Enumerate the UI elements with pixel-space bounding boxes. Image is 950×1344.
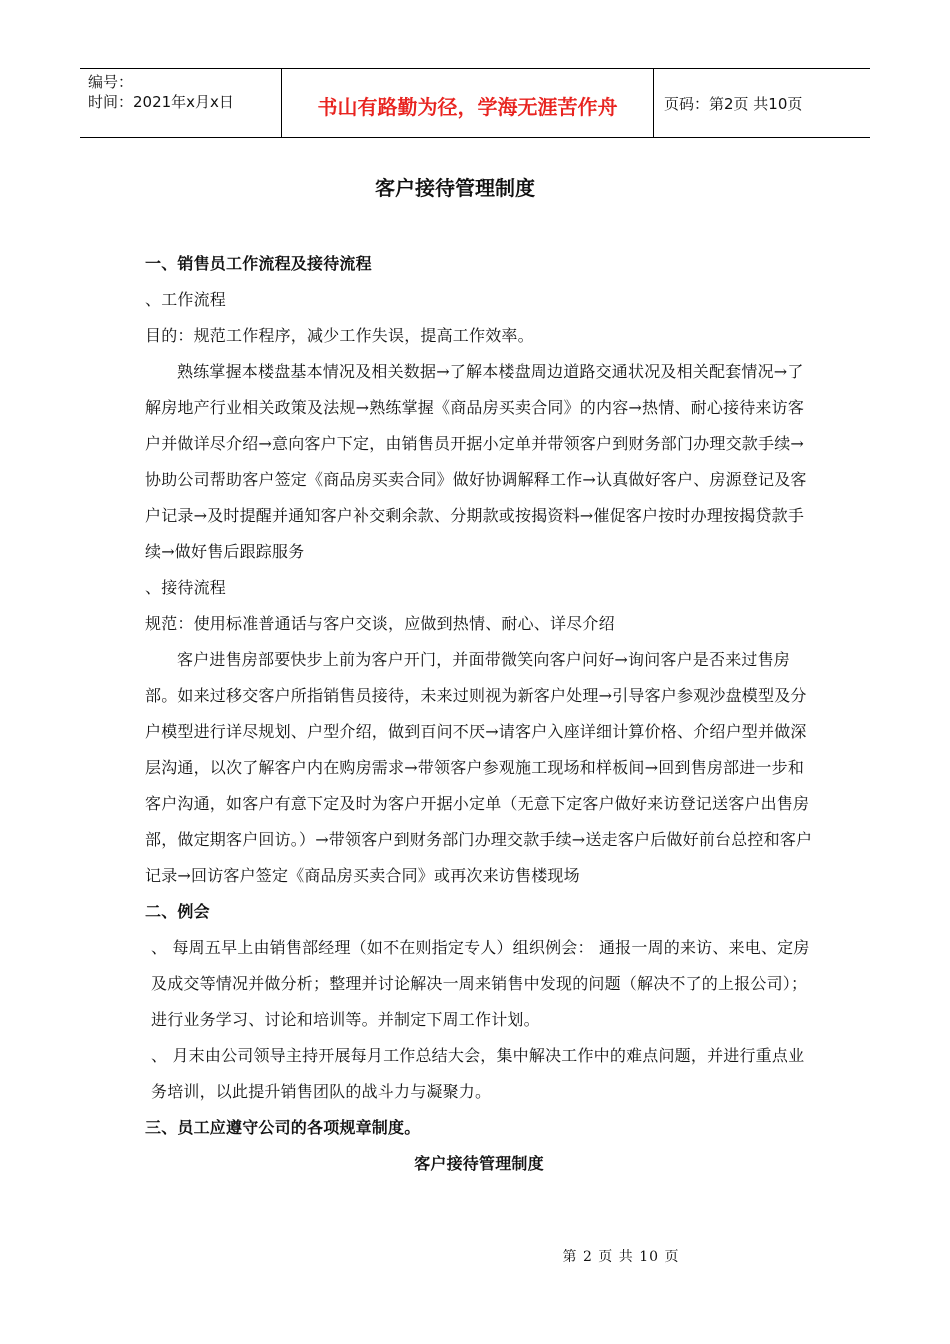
work-flow-purpose: 目的：规范工作程序，减少工作失误，提高工作效率。 (145, 326, 534, 345)
section-2-heading: 二、例会 (145, 902, 210, 921)
section-3-heading: 三、员工应遵守公司的各项规章制度。 (145, 1118, 421, 1137)
page-footer: 第 2 页 共 10 页 (562, 1249, 680, 1265)
reception-body: 客户进售房部要快步上前为客户开门，并面带微笑向客户问好→询问客户是否来过售房部。如来过移交客户所指销售员接待，未来过则视为新客户处理→引导客户参观沙盘模型及分户模型进行详尽规划、户型介绍，做到百问不厌→请客户入座详细计算价格、介绍户型并做深层沟通，以次了解客户内在购房需求→带领客户参观施工现场和样板间→回到售房部进一步和客户沟通，如客户有意下定及时为客户开据小定单（无意下定客户做好来访登记送客户出售房部，做定期客户回访。）→带领客户到财务部门办理交款手续→送走客户后做好前台总控和客户记录→回访客户签定《商品房买卖合同》或再次来访售楼现场 (145, 650, 813, 885)
page-header (80, 68, 870, 138)
document-body (145, 246, 813, 1182)
header-page-info: 页码：第2页 共10页 (664, 94, 803, 113)
reception-norm: 规范：使用标准普通话与客户交谈，应做到热情、耐心、详尽介绍 (145, 614, 615, 633)
time-label: 时间：2021年x月x日 (88, 93, 234, 111)
doc-number-label: 编号： (88, 73, 134, 91)
section-1-heading: 一、销售员工作流程及接待流程 (145, 254, 372, 273)
subsection-work-flow-heading: 、工作流程 (145, 290, 227, 309)
repeat-title: 客户接待管理制度 (414, 1154, 544, 1173)
header-motto: 书山有路勤为径，学海无涯苦作舟 (282, 69, 654, 137)
document-title: 客户接待管理制度 (375, 176, 535, 200)
weekly-meeting-item: 、 每周五早上由销售部经理（如不在则指定专人）组织例会： 通报一周的来访、来电、定房及成交等情况并做分析；整理并讨论解决一周来销售中发现的问题（解决不了的上报公司）；进行业务学习、讨论和培训等。并制定下周工作计划。 (151, 938, 810, 1029)
work-flow-body: 熟练掌握本楼盘基本情况及相关数据→了解本楼盘周边道路交通状况及相关配套情况→了解房地产行业相关政策及法规→熟练掌握《商品房买卖合同》的内容→热情、耐心接待来访客户并做详尽介绍→意向客户下定，由销售员开据小定单并带领客户到财务部门办理交款手续→协助公司帮助客户签定《商品房买卖合同》做好协调解释工作→认真做好客户、房源登记及客户记录→及时提醒并通知客户补交剩余款、分期款或按揭资料→催促客户按时办理按揭贷款手续→做好售后跟踪服务 (145, 362, 807, 561)
monthly-meeting-item: 、 月末由公司领导主持开展每月工作总结大会，集中解决工作中的难点问题，并进行重点业务培训，以此提升销售团队的战斗力与凝聚力。 (151, 1046, 805, 1101)
header-meta (80, 69, 282, 137)
subsection-reception-heading: 、接待流程 (145, 578, 227, 597)
